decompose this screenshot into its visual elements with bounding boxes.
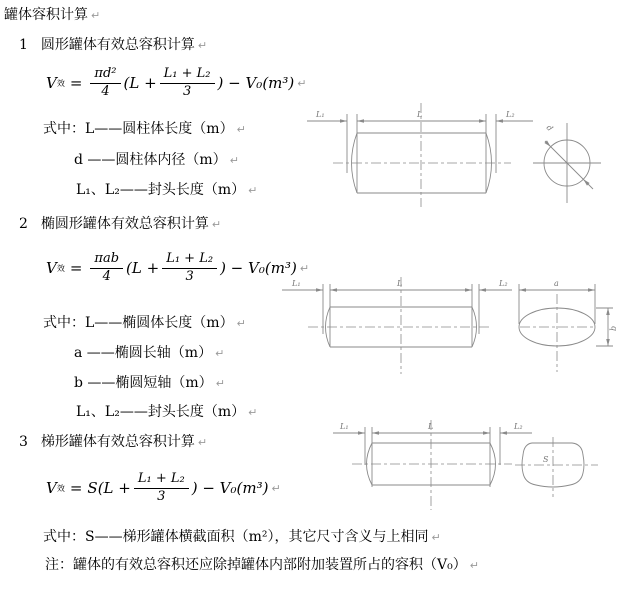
section-heading-text: 椭圆形罐体有效总容积计算 — [40, 216, 209, 232]
paragraph-mark: ↵ — [91, 9, 101, 22]
dim-label-l: L — [417, 110, 423, 119]
numerator: L₁ + L₂ — [160, 67, 215, 84]
section-2-heading — [19, 216, 221, 233]
numerator: πd² — [90, 67, 120, 84]
fraction — [134, 472, 189, 505]
definition-line — [74, 152, 239, 169]
definition-line — [76, 182, 257, 199]
section-number: 3 — [19, 434, 28, 450]
elliptical-tank-drawing — [280, 272, 619, 384]
section-heading-text: 圆形罐体有效总容积计算 — [40, 37, 195, 53]
formula-var-v: V — [46, 259, 57, 278]
fraction — [90, 252, 123, 285]
definition-text: 式中：L——椭圆体长度（m） — [43, 315, 234, 331]
paragraph-mark: ↵ — [431, 531, 441, 544]
paragraph-mark: ↵ — [248, 184, 258, 197]
definition-line — [74, 345, 224, 362]
formula-var-v: V — [46, 479, 57, 498]
paragraph-mark: ↵ — [229, 154, 239, 167]
dim-label-b: b — [609, 325, 618, 331]
section-number: 1 — [19, 37, 28, 53]
note-text: 注：罐体的有效总容积还应除掉罐体内部附加装置所占的容积（V₀） — [45, 557, 467, 573]
numerator: πab — [90, 252, 123, 269]
definition-line — [43, 121, 246, 138]
definition-line — [74, 375, 225, 392]
denominator: 4 — [101, 83, 110, 99]
fraction — [90, 67, 120, 100]
formula-subscript: 效 — [56, 483, 65, 493]
dim-label-l1: L₁ — [292, 279, 301, 288]
fraction — [162, 252, 217, 285]
paragraph-mark: ↵ — [236, 123, 246, 136]
denominator: 3 — [182, 83, 192, 99]
fraction — [160, 67, 215, 100]
definition-text: L₁、L₂——封头长度（m） — [76, 404, 246, 420]
denominator: 3 — [185, 268, 194, 284]
numerator: L₁ + L₂ — [162, 252, 217, 269]
formula-elliptical — [46, 252, 309, 285]
definition-line — [43, 529, 441, 546]
formula-tail: ) − V₀(m³) — [220, 259, 297, 278]
paragraph-mark: ↵ — [197, 436, 208, 449]
circular-tank-drawing — [305, 95, 619, 217]
definition-text: b ——椭圆短轴（m） — [74, 375, 213, 391]
paragraph-mark: ↵ — [236, 317, 246, 330]
definition-text: a ——椭圆长轴（m） — [74, 345, 213, 361]
formula-var-v: V — [46, 74, 57, 93]
paragraph-mark: ↵ — [469, 559, 479, 572]
dim-label-l1: L₁ — [340, 422, 349, 431]
page-title — [4, 7, 100, 24]
definition-line — [43, 315, 246, 332]
formula-subscript: 效 — [56, 263, 65, 273]
section-heading-text: 梯形罐体有效总容积计算 — [40, 434, 195, 450]
dim-label-l: L — [397, 279, 403, 288]
paragraph-mark: ↵ — [215, 377, 225, 390]
dim-label-l2: L₂ — [514, 422, 523, 431]
definition-text: 式中：L——圆柱体长度（m） — [43, 121, 234, 137]
definition-text: 式中：S——梯形罐体横截面积（m²），其它尺寸含义与上相同 — [43, 529, 429, 545]
formula-open: S(L + — [87, 479, 131, 498]
trapezoid-tank-drawing — [300, 415, 619, 520]
dim-label-l2: L₂ — [499, 279, 508, 288]
paragraph-mark: ↵ — [297, 76, 307, 90]
definition-text: L₁、L₂——封头长度（m） — [76, 182, 246, 198]
paragraph-mark: ↵ — [299, 261, 310, 275]
title-text: 罐体容积计算 — [4, 7, 88, 23]
paragraph-mark: ↵ — [215, 347, 225, 360]
dim-label-l1: L₁ — [316, 110, 325, 119]
formula-subscript: 效 — [56, 78, 65, 88]
formula-open: (L + — [126, 259, 160, 278]
definition-text: d ——圆柱体内径（m） — [74, 152, 227, 168]
paragraph-mark: ↵ — [197, 39, 208, 52]
formula-open: (L + — [123, 74, 157, 93]
formula-tail: ) − V₀(m³) — [191, 479, 269, 498]
definition-line — [76, 404, 257, 421]
paragraph-mark: ↵ — [271, 481, 281, 495]
formula-circular — [46, 67, 306, 100]
section-number: 2 — [19, 216, 28, 232]
paragraph-mark: ↵ — [248, 406, 258, 419]
section-3-heading — [19, 434, 207, 451]
dim-label-a: a — [554, 279, 559, 288]
denominator: 4 — [102, 268, 111, 284]
note-line — [45, 557, 479, 574]
numerator: L₁ + L₂ — [134, 472, 189, 489]
equals-sign: = — [69, 479, 83, 498]
section-area-label-s: S — [543, 455, 549, 464]
denominator: 3 — [157, 488, 166, 504]
formula-trapezoid — [46, 472, 281, 505]
paragraph-mark: ↵ — [211, 218, 222, 231]
equals-sign: = — [69, 259, 83, 278]
formula-tail: ) − V₀(m³) — [217, 74, 295, 93]
dim-label-l2: L₂ — [506, 110, 515, 119]
dim-label-l: L — [428, 422, 434, 431]
dim-label-d: d — [544, 123, 555, 134]
section-1-heading — [19, 37, 207, 54]
equals-sign: = — [69, 74, 83, 93]
